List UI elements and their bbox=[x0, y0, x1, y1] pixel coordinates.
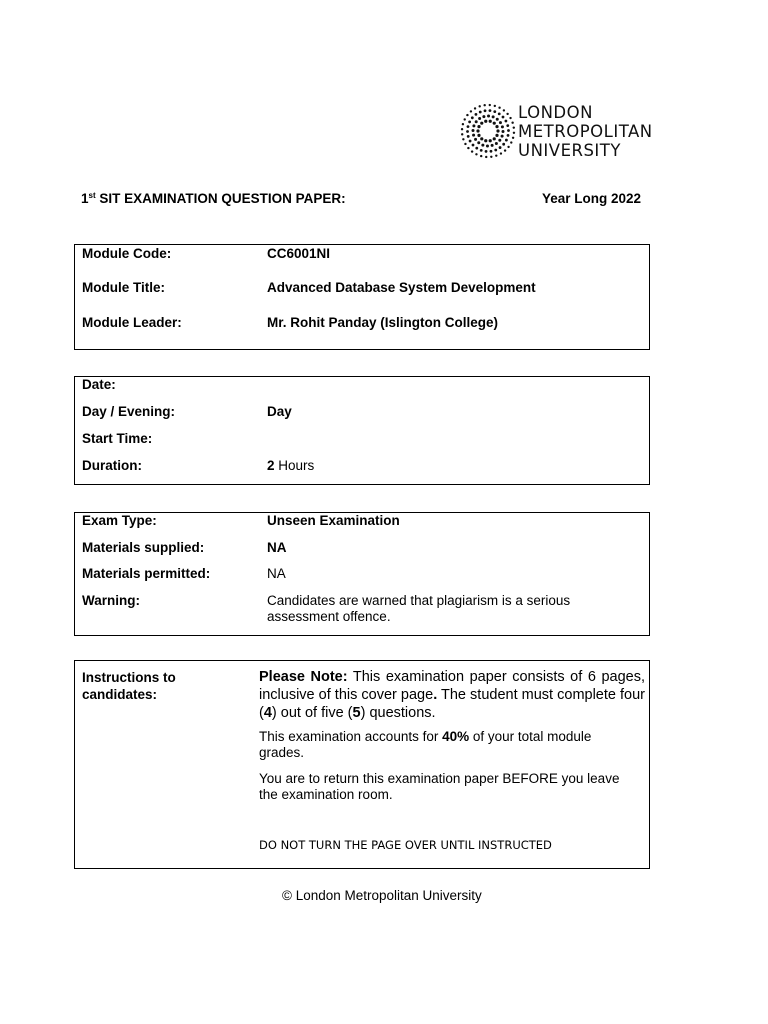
logo-dot bbox=[487, 115, 490, 118]
logo-dot bbox=[499, 146, 502, 149]
note-text-d: ) questions. bbox=[360, 705, 436, 721]
instructions-label-line-2: candidates: bbox=[82, 687, 158, 702]
logo-dot bbox=[511, 122, 513, 124]
logo-dot bbox=[477, 134, 480, 137]
logo-dot bbox=[481, 144, 484, 147]
logo-dot bbox=[477, 141, 480, 144]
logo-dot bbox=[493, 110, 496, 113]
duration-number: 2 bbox=[267, 458, 275, 473]
logo-dot bbox=[506, 124, 509, 127]
university-logo bbox=[460, 100, 680, 162]
logo-dot bbox=[490, 150, 493, 153]
logo-dot bbox=[479, 105, 481, 107]
please-note-paragraph bbox=[259, 668, 645, 722]
logo-dot bbox=[490, 156, 492, 158]
weighting-text-b: of your total module grades. bbox=[259, 729, 592, 760]
logo-dot bbox=[509, 117, 511, 119]
logo-dot bbox=[475, 147, 478, 150]
logo-dot bbox=[484, 109, 487, 112]
logo-dot bbox=[502, 116, 505, 119]
logo-dot bbox=[489, 120, 492, 123]
day-label: Day / Evening: bbox=[82, 404, 176, 419]
materials-permitted-row bbox=[82, 566, 286, 581]
logo-dot bbox=[507, 134, 510, 137]
logo-dot bbox=[485, 156, 487, 158]
logo-dot bbox=[480, 122, 483, 125]
schedule-box bbox=[74, 376, 650, 485]
logo-dot bbox=[480, 137, 483, 140]
warning-label: Warning: bbox=[82, 593, 140, 608]
module-code-label: Module Code: bbox=[82, 246, 172, 261]
logo-dot bbox=[475, 120, 478, 123]
logo-dot bbox=[478, 117, 481, 120]
questions-total: 5 bbox=[352, 705, 361, 721]
warning-line-1: Candidates are warned that plagiarism is a serious bbox=[267, 593, 571, 608]
heading-superscript: st bbox=[88, 191, 96, 200]
logo-dot bbox=[484, 120, 487, 123]
logo-dot bbox=[507, 146, 509, 148]
logo-dot bbox=[470, 110, 472, 112]
logo-dot bbox=[472, 129, 475, 132]
note-text-c: ) out of five ( bbox=[271, 705, 353, 721]
start-time-label: Start Time: bbox=[82, 431, 153, 446]
logo-dot bbox=[493, 122, 496, 125]
logo-dot bbox=[461, 133, 463, 135]
logo-dot bbox=[467, 125, 470, 128]
instructions-label bbox=[82, 669, 176, 703]
logo-dot bbox=[505, 120, 508, 123]
exam-type-value: Unseen Examination bbox=[267, 513, 400, 528]
day-value: Day bbox=[267, 404, 292, 419]
logo-dot bbox=[471, 116, 474, 119]
module-leader-row bbox=[82, 315, 499, 330]
logo-dot bbox=[501, 125, 504, 128]
logo-wordmark bbox=[518, 103, 653, 160]
logo-dot bbox=[504, 149, 506, 151]
logo-dot bbox=[494, 105, 496, 107]
logo-dot bbox=[461, 128, 463, 130]
date-row bbox=[82, 377, 116, 392]
exam-type-row bbox=[82, 513, 400, 528]
logo-dot bbox=[485, 150, 488, 153]
logo-line-2: METROPOLITAN bbox=[518, 122, 653, 141]
questions-required: 4 bbox=[263, 705, 272, 721]
logo-dot bbox=[482, 115, 485, 118]
logo-dot bbox=[466, 130, 469, 133]
logo-dot bbox=[502, 143, 505, 146]
instructions-box bbox=[74, 660, 650, 869]
materials-supplied-label: Materials supplied: bbox=[82, 540, 205, 555]
logo-dot bbox=[492, 115, 495, 118]
weighting-paragraph bbox=[259, 729, 629, 761]
exam-type-label: Exam Type: bbox=[82, 513, 157, 528]
logo-dot bbox=[499, 121, 502, 124]
logo-dot bbox=[472, 134, 475, 137]
warning-line-2: assessment offence. bbox=[267, 609, 391, 624]
logo-dot bbox=[475, 113, 478, 116]
logo-dot bbox=[474, 107, 476, 109]
logo-dot bbox=[472, 144, 475, 147]
logo-dot bbox=[495, 134, 498, 137]
logo-dot bbox=[513, 132, 515, 134]
year-label: Year Long 2022 bbox=[542, 191, 642, 206]
instructions-label-line-1: Instructions to bbox=[82, 670, 176, 685]
logo-dot bbox=[474, 138, 477, 141]
paper-heading bbox=[81, 191, 346, 206]
module-leader-label: Module Leader: bbox=[82, 315, 182, 330]
logo-dot bbox=[505, 139, 508, 142]
logo-dot bbox=[496, 118, 499, 121]
module-code-value: CC6001NI bbox=[267, 246, 331, 261]
module-title-row bbox=[82, 280, 536, 295]
logo-dot bbox=[506, 113, 508, 115]
logo-dot bbox=[480, 155, 482, 157]
warning-value bbox=[267, 593, 570, 625]
logo-dot bbox=[512, 137, 514, 139]
logo-dot bbox=[513, 126, 515, 128]
logo-dot bbox=[489, 139, 492, 142]
warning-row bbox=[82, 593, 571, 624]
logo-dot bbox=[500, 152, 502, 154]
logo-dot bbox=[489, 109, 492, 112]
logo-dot bbox=[468, 121, 471, 124]
duration-label: Duration: bbox=[82, 458, 142, 473]
logo-dot bbox=[498, 139, 501, 142]
logo-dot bbox=[496, 129, 499, 132]
day-row bbox=[82, 404, 292, 419]
logo-dot bbox=[494, 149, 497, 152]
module-title-value: Advanced Database System Development bbox=[267, 280, 536, 295]
logo-dot bbox=[464, 143, 466, 145]
logo-dot bbox=[498, 112, 501, 115]
weighting-text-a: This examination accounts for bbox=[259, 729, 443, 744]
logo-dot bbox=[498, 107, 500, 109]
logo-dot bbox=[483, 104, 485, 106]
logo-dot bbox=[495, 142, 498, 145]
heading-number: 1 bbox=[81, 191, 89, 206]
logo-dot-ring-icon bbox=[460, 100, 516, 162]
note-text-a: This examination paper consists of 6 pages, inclusive of this cover page bbox=[259, 669, 645, 703]
logo-dot bbox=[480, 149, 483, 152]
module-title-label: Module Title: bbox=[82, 280, 165, 295]
logo-dot bbox=[467, 135, 470, 138]
return-paper-paragraph: You are to return this examination paper BEFORE you leave the examination room. bbox=[259, 771, 620, 802]
logo-dot bbox=[462, 123, 464, 125]
do-not-turn-notice: DO NOT TURN THE PAGE OVER UNTIL INSTRUCTED bbox=[259, 838, 552, 852]
logo-line-1: LONDON bbox=[518, 103, 593, 122]
materials-supplied-value: NA bbox=[267, 540, 287, 555]
logo-dot bbox=[489, 104, 491, 106]
logo-dot bbox=[475, 153, 477, 155]
logo-dot bbox=[477, 125, 480, 128]
module-info-box bbox=[74, 244, 650, 350]
module-leader-value: Mr. Rohit Panday (Islington College) bbox=[267, 315, 499, 330]
logo-dot bbox=[495, 125, 498, 128]
logo-dot bbox=[510, 141, 512, 143]
logo-dot bbox=[479, 111, 482, 114]
logo-dot bbox=[491, 144, 494, 147]
please-note-label: Please Note: bbox=[259, 669, 348, 685]
materials-permitted-value: NA bbox=[267, 566, 286, 581]
copyright-footer: © London Metropolitan University bbox=[282, 888, 482, 903]
logo-dot bbox=[507, 129, 510, 132]
logo-dot bbox=[501, 130, 504, 133]
duration-row bbox=[82, 458, 315, 473]
materials-permitted-label: Materials permitted: bbox=[82, 566, 211, 581]
logo-line-3: UNIVERSITY bbox=[518, 141, 621, 160]
duration-value bbox=[267, 458, 314, 473]
weighting-percent: 40% bbox=[442, 729, 470, 744]
logo-dot bbox=[476, 129, 479, 132]
logo-dot bbox=[467, 147, 469, 149]
logo-dot bbox=[462, 138, 464, 140]
logo-dot bbox=[495, 154, 497, 156]
start-time-row bbox=[82, 431, 152, 446]
logo-dot bbox=[466, 114, 468, 116]
note-dot: . bbox=[433, 687, 438, 703]
logo-dot bbox=[486, 144, 489, 147]
logo-dot bbox=[503, 109, 505, 111]
logo-dot bbox=[484, 139, 487, 142]
date-label: Date: bbox=[82, 377, 116, 392]
logo-dot bbox=[501, 135, 504, 138]
exam-details-box bbox=[74, 512, 650, 636]
module-code-row bbox=[82, 246, 331, 261]
materials-supplied-row bbox=[82, 540, 287, 555]
logo-dot bbox=[469, 140, 472, 143]
logo-dot bbox=[493, 137, 496, 140]
heading-title: SIT EXAMINATION QUESTION PAPER: bbox=[95, 191, 346, 206]
logo-dot bbox=[471, 150, 473, 152]
logo-dot bbox=[472, 124, 475, 127]
note-text-b: The student must complete four ( bbox=[259, 687, 645, 721]
duration-unit: Hours bbox=[274, 458, 315, 473]
logo-dot bbox=[464, 118, 466, 120]
